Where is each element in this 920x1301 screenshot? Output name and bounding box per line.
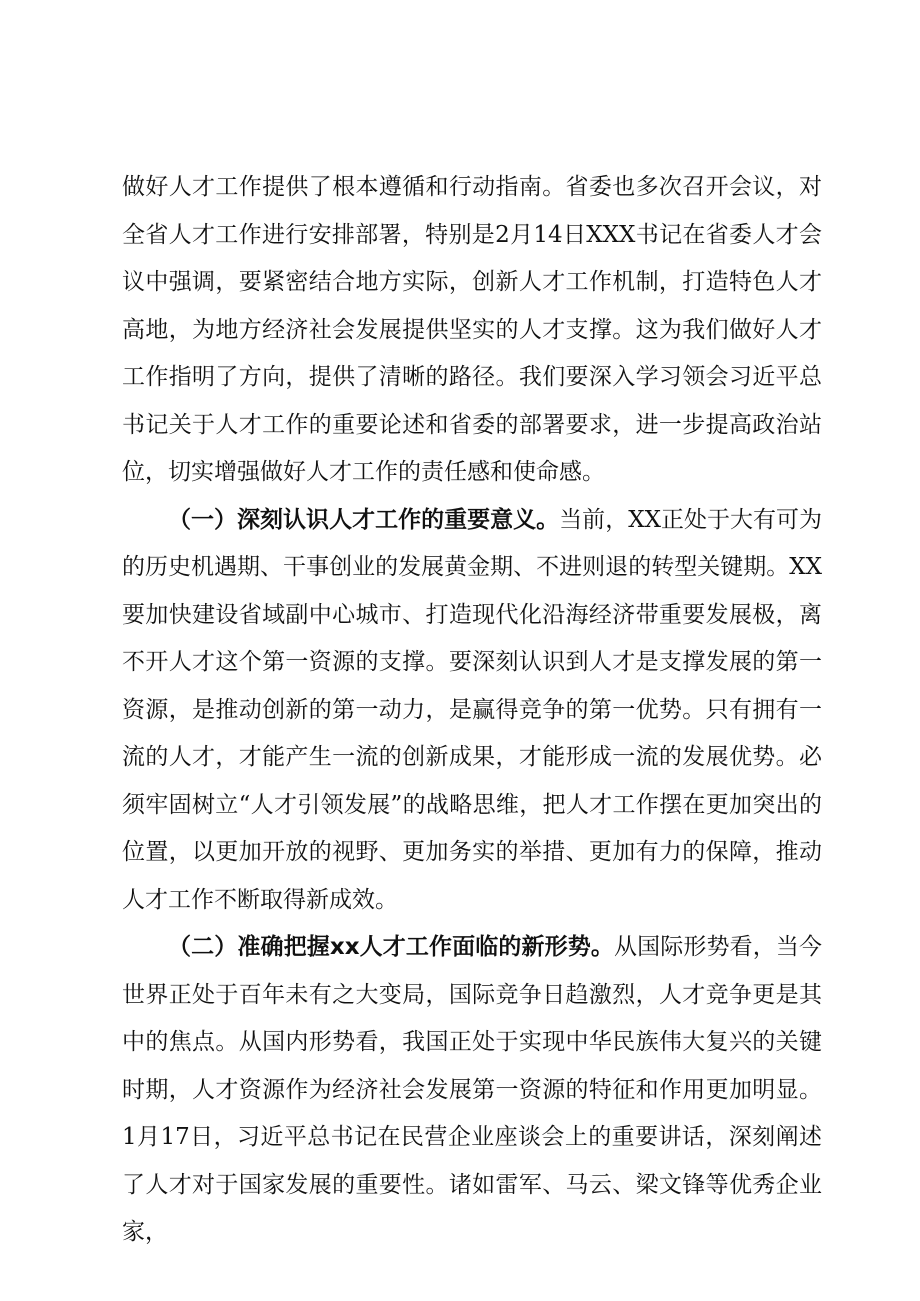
section-1-heading: （一）深刻认识人才工作的重要意义。 (168, 506, 560, 533)
section-1-text: 当前，XX正处于大有可为的历史机遇期、干事创业的发展黄金期、不进则退的转型关键期。XX要加快建设省域副中心城市、打造现代化沿海经济带重要发展极，离不开人才这个第一资源的支撑。要深刻认识到人才是支撑发展的第一资源，是推动创新的第一动力，是赢得竞争的第一优势。只有拥有一流的人才，才能产生一流的创新成果，才能形成一流的发展优势。必须牢固树立“人才引领发展”的战略思维，把人才工作摆在更加突出的位置，以更加开放的视野、更加务实的举措、更加有力的保障，推动人才工作不断取得新成效。 (122, 506, 823, 913)
document-body (122, 164, 822, 1257)
paragraph-intro-text: 做好人才工作提供了根本遵循和行动指南。省委也多次召开会议，对全省人才工作进行安排部署，特别是2月14日XXX书记在省委人才会议中强调，要紧密结合地方实际，创新人才工作机制，打造特色人才高地，为地方经济社会发展提供坚实的人才支撑。这为我们做好人才工作指明了方向，提供了清晰的路径。我们要深入学习领会习近平总书记关于人才工作的重要论述和省委的部署要求，进一步提高政治站位，切实增强做好人才工作的责任感和使命感。 (122, 174, 822, 485)
paragraph-section-2 (122, 924, 822, 1257)
section-2-heading: （二）准确把握xx人才工作面临的新形势。 (168, 934, 615, 960)
paragraph-intro (122, 164, 822, 497)
section-2-text: 从国际形势看，当今世界正处于百年未有之大变局，国际竞争日趋激烈，人才竞争更是其中的焦点。从国内形势看，我国正处于实现中华民族伟大复兴的关键时期，人才资源作为经济社会发展第一资源的特征和作用更加明显。1月17日，习近平总书记在民营企业座谈会上的重要讲话，深刻阐述了人才对于国家发展的重要性。诸如雷军、马云、梁文锋等优秀企业家， (122, 934, 823, 1245)
paragraph-section-1 (122, 497, 822, 925)
